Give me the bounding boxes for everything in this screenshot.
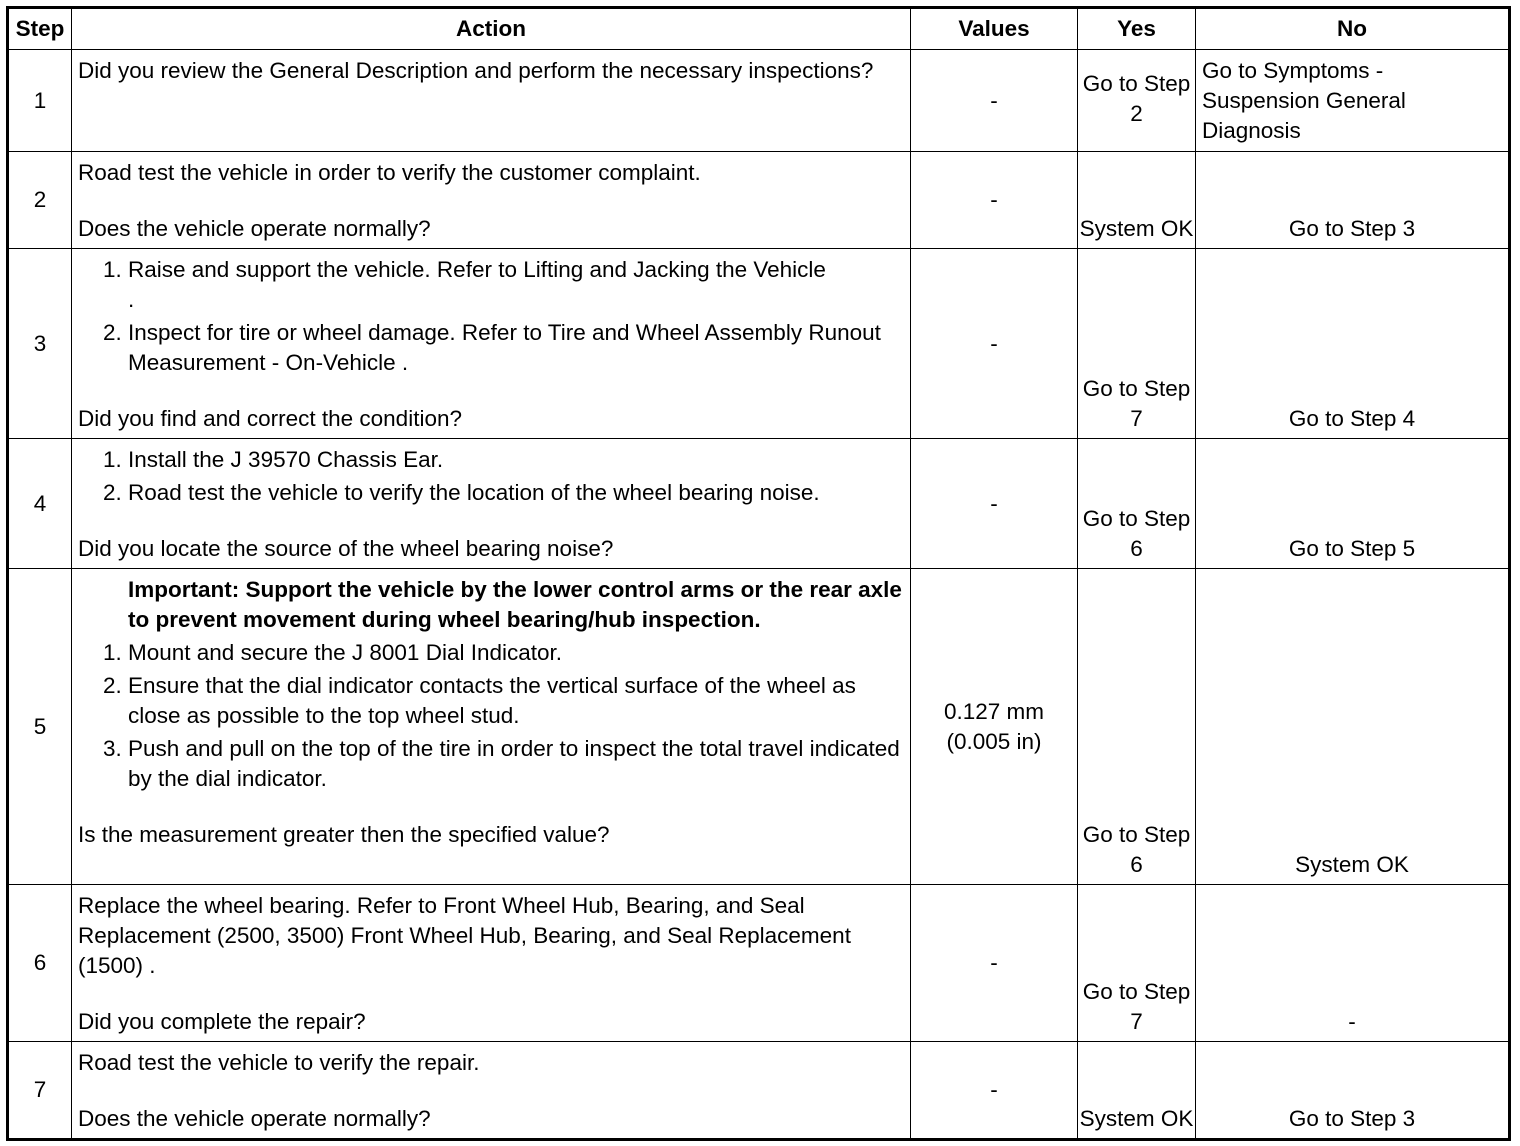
header-values: Values — [911, 8, 1078, 50]
step-number: 1 — [8, 50, 72, 152]
values-cell: - — [911, 439, 1078, 569]
step-number: 5 — [8, 569, 72, 885]
list-item: 2. Road test the vehicle to verify the location of the wheel bearing noise. — [128, 478, 904, 508]
values-cell: - — [911, 1042, 1078, 1140]
table-row — [8, 50, 1510, 152]
table-row — [8, 1042, 1510, 1140]
values-cell: - — [911, 885, 1078, 1042]
action-question: Did you complete the repair? — [78, 1009, 366, 1034]
list-item: 2. Inspect for tire or wheel damage. Refer to Tire and Wheel Assembly Runout Measurement - On-Vehicle . — [128, 318, 904, 378]
no-cell: Go to Step 3 — [1196, 152, 1510, 249]
action-list — [78, 445, 904, 508]
action-cell — [72, 50, 911, 152]
action-cell — [72, 249, 911, 439]
yes-cell: Go to Step 6 — [1078, 439, 1196, 569]
header-row — [8, 8, 1510, 50]
header-step: Step — [8, 8, 72, 50]
no-cell: Go to Step 3 — [1196, 1042, 1510, 1140]
step-number: 7 — [8, 1042, 72, 1140]
action-question: Is the measurement greater then the specified value? — [78, 822, 610, 847]
yes-cell: System OK — [1078, 1042, 1196, 1140]
action-list — [78, 255, 904, 378]
step-number: 4 — [8, 439, 72, 569]
action-question: Does the vehicle operate normally? — [78, 1106, 431, 1131]
step-number: 6 — [8, 885, 72, 1042]
action-list — [78, 638, 904, 794]
yes-cell: Go to Step 7 — [1078, 249, 1196, 439]
action-question: Did you locate the source of the wheel bearing noise? — [78, 536, 614, 561]
values-cell: - — [911, 152, 1078, 249]
header-no: No — [1196, 8, 1510, 50]
header-yes: Yes — [1078, 8, 1196, 50]
action-cell — [72, 1042, 911, 1140]
yes-cell: Go to Step 2 — [1078, 50, 1196, 152]
yes-cell: System OK — [1078, 152, 1196, 249]
action-question: Did you find and correct the condition? — [78, 406, 462, 431]
table-row — [8, 439, 1510, 569]
no-cell: System OK — [1196, 569, 1510, 885]
step-number: 3 — [8, 249, 72, 439]
header-action: Action — [72, 8, 911, 50]
action-cell — [72, 439, 911, 569]
list-item: 1. Raise and support the vehicle. Refer to Lifting and Jacking the Vehicle . — [128, 255, 904, 315]
action-text: Replace the wheel bearing. Refer to Front Wheel Hub, Bearing, and Seal Replacement (2500, 3500) Front Wheel Hub, Bearing, and Seal Replacement (1500) . — [78, 893, 851, 978]
yes-cell: Go to Step 6 — [1078, 569, 1196, 885]
action-text: Did you review the General Description and perform the necessary inspections? — [78, 58, 874, 83]
no-cell: - — [1196, 885, 1510, 1042]
values-cell: - — [911, 249, 1078, 439]
values-cell: - — [911, 50, 1078, 152]
list-item: 1. Mount and secure the J 8001 Dial Indicator. — [128, 638, 904, 668]
table-row — [8, 249, 1510, 439]
yes-cell: Go to Step 7 — [1078, 885, 1196, 1042]
no-cell: Go to Symptoms - Suspension General Diagnosis — [1196, 50, 1510, 152]
no-cell: Go to Step 4 — [1196, 249, 1510, 439]
action-cell — [72, 152, 911, 249]
table-row — [8, 569, 1510, 885]
values-cell: 0.127 mm (0.005 in) — [911, 569, 1078, 885]
diagnostic-table — [6, 6, 1511, 1141]
step-number: 2 — [8, 152, 72, 249]
table-row — [8, 152, 1510, 249]
list-item: 1. Install the J 39570 Chassis Ear. — [128, 445, 904, 475]
important-note: Important: Support the vehicle by the lower control arms or the rear axle to prevent movement during wheel bearing/hub inspection. — [128, 577, 902, 632]
action-cell — [72, 885, 911, 1042]
list-item: 2. Ensure that the dial indicator contacts the vertical surface of the wheel as close as possible to the top wheel stud. — [128, 671, 904, 731]
table-row — [8, 885, 1510, 1042]
list-item: 3. Push and pull on the top of the tire in order to inspect the total travel indicated by the dial indicator. — [128, 734, 904, 794]
action-cell — [72, 569, 911, 885]
action-text: Road test the vehicle in order to verify the customer complaint. — [78, 160, 701, 185]
action-question: Does the vehicle operate normally? — [78, 216, 431, 241]
action-text: Road test the vehicle to verify the repair. — [78, 1050, 480, 1075]
no-cell: Go to Step 5 — [1196, 439, 1510, 569]
